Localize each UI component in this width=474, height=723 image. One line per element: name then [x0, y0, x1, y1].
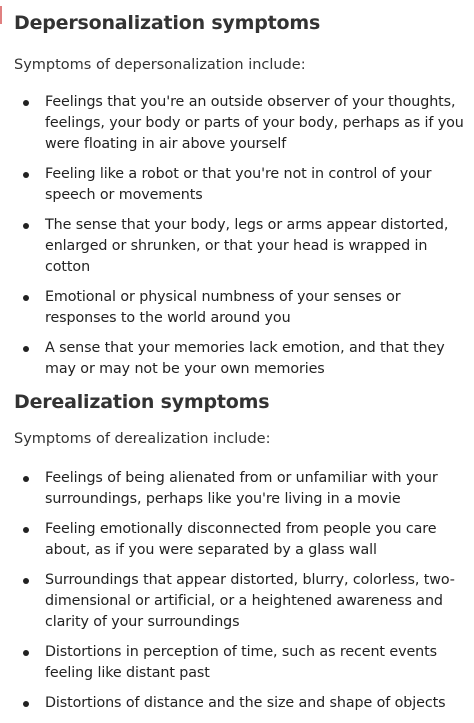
list-item: [0, 570, 474, 633]
bullet-icon: [23, 223, 29, 229]
list-item-text: Distortions in perception of time, such as recent events feeling like distant past: [45, 644, 437, 681]
bullet-icon: [23, 172, 29, 178]
bullet-icon: [23, 476, 29, 482]
derealization-list: [0, 468, 474, 723]
depersonalization-heading: Depersonalization symptoms: [14, 12, 321, 34]
bullet-icon: [23, 100, 29, 106]
list-item-text: Feelings that you're an outside observer of your thoughts, feelings, your body or parts of your body, perhaps as if you were floating in air above yourself: [45, 94, 464, 152]
list-item-text: Surroundings that appear distorted, blurry, colorless, two-dimensional or artificial, or a heightened awareness and clarity of your surroundings: [45, 572, 455, 630]
depersonalization-list: [0, 92, 474, 389]
bullet-icon: [23, 346, 29, 352]
list-item: [0, 164, 474, 206]
list-item: [0, 215, 474, 278]
depersonalization-intro: Symptoms of depersonalization include:: [14, 57, 306, 73]
list-item: [0, 287, 474, 329]
list-item: [0, 468, 474, 510]
list-item: [0, 519, 474, 561]
list-item-text: A sense that your memories lack emotion, and that they may or may not be your own memories: [45, 340, 445, 377]
edge-mark: [0, 6, 2, 24]
list-item-text: Feeling like a robot or that you're not in control of your speech or movements: [45, 166, 432, 203]
bullet-icon: [23, 701, 29, 707]
list-item: [0, 92, 474, 155]
bullet-icon: [23, 295, 29, 301]
list-item: [0, 338, 474, 380]
derealization-intro: Symptoms of derealization include:: [14, 431, 271, 447]
list-item-text: Feelings of being alienated from or unfamiliar with your surroundings, perhaps like you're living in a movie: [45, 470, 438, 507]
list-item-text: Feeling emotionally disconnected from people you care about, as if you were separated by a glass wall: [45, 521, 437, 558]
list-item-text: Distortions of distance and the size and shape of objects: [45, 695, 446, 711]
list-item-text: Emotional or physical numbness of your senses or responses to the world around you: [45, 289, 401, 326]
bullet-icon: [23, 527, 29, 533]
derealization-heading: Derealization symptoms: [14, 391, 270, 413]
list-item: [0, 642, 474, 684]
list-item: [0, 693, 474, 714]
bullet-icon: [23, 650, 29, 656]
bullet-icon: [23, 578, 29, 584]
list-item-text: The sense that your body, legs or arms appear distorted, enlarged or shrunken, or that your head is wrapped in cotton: [45, 217, 449, 275]
